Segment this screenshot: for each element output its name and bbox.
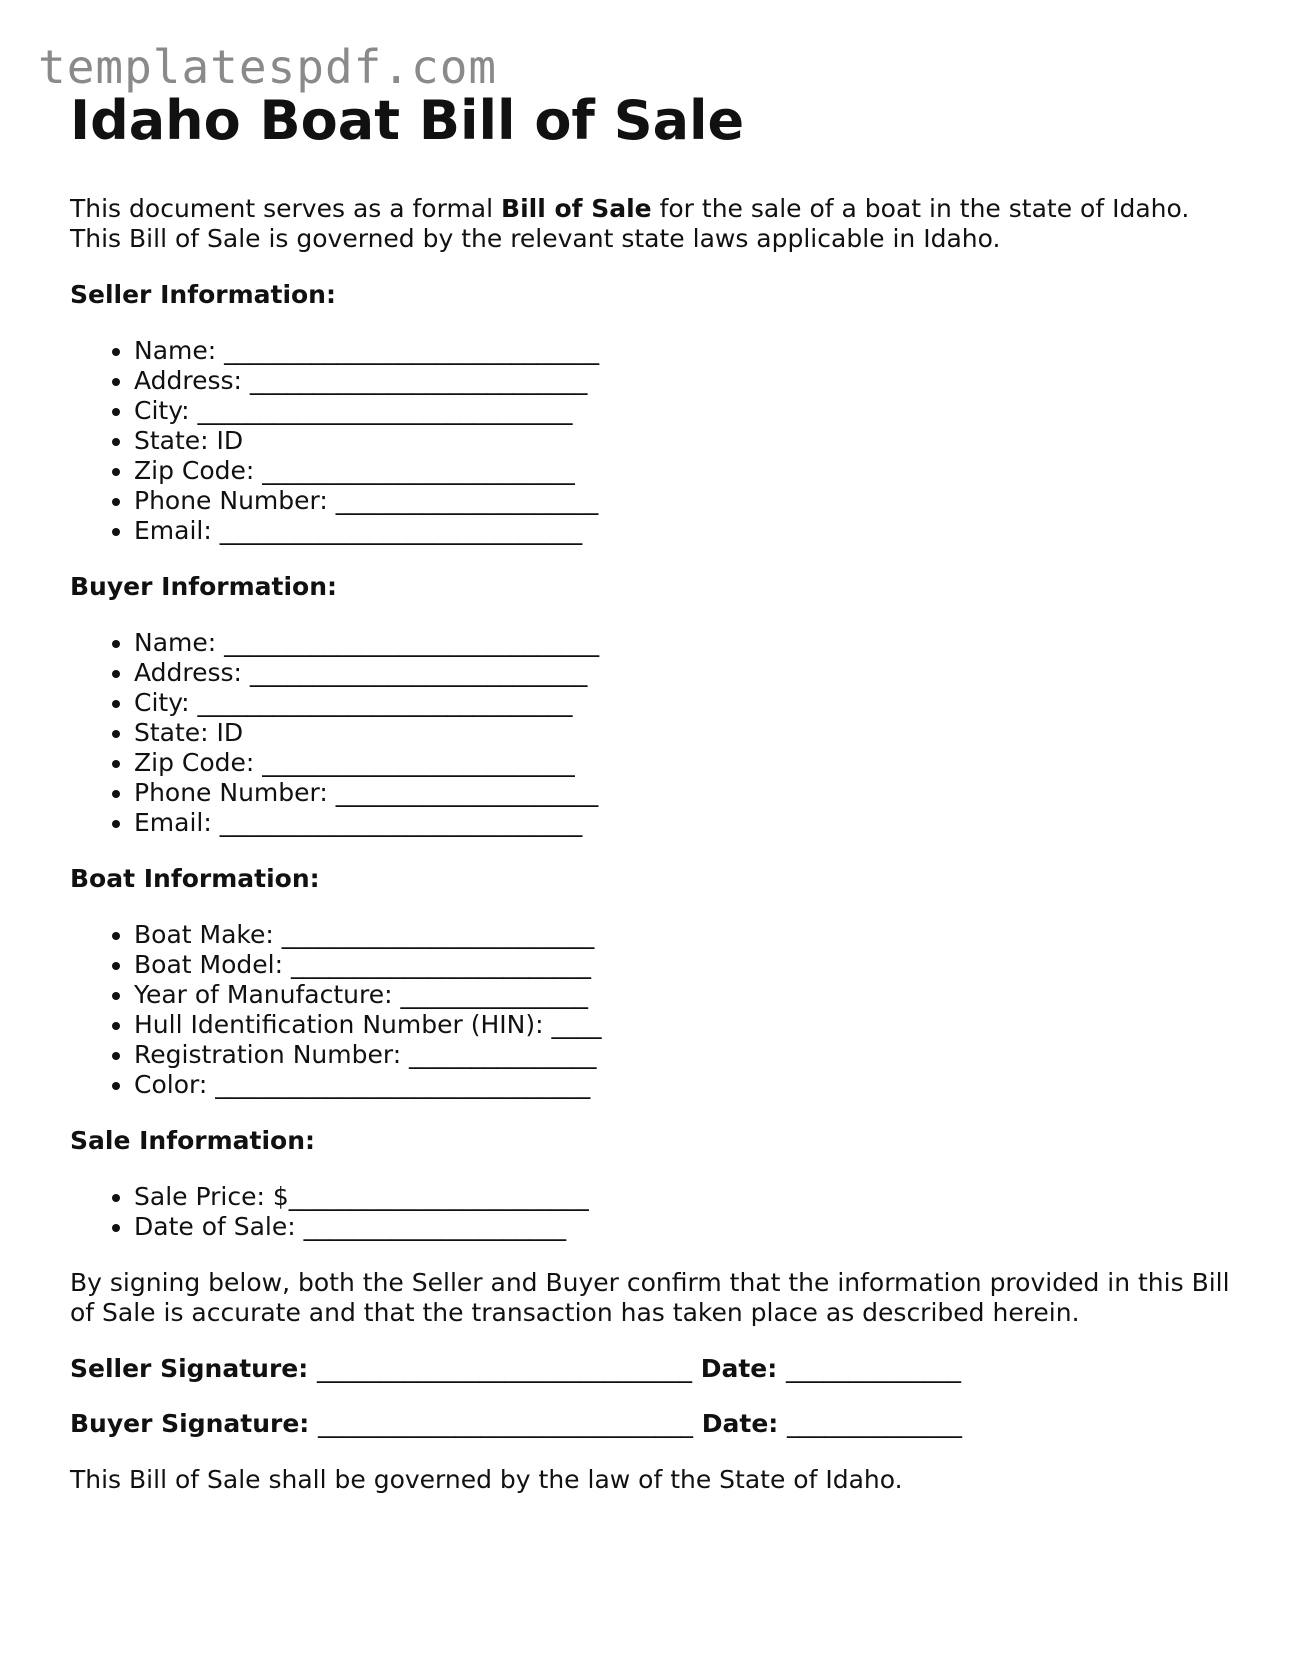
seller-list	[70, 336, 1230, 546]
boat-list	[70, 920, 1230, 1100]
buyer-date-label: Date:	[701, 1409, 779, 1438]
seller-name-field[interactable]: • Name: ______________________________	[134, 336, 1230, 366]
buyer-signature-line	[70, 1409, 1230, 1439]
intro-post: for the sale of a boat in the state of Idaho. This Bill of Sale is governed by the relevant state laws applicable in Idaho.	[70, 194, 1190, 253]
sale-list	[70, 1182, 1230, 1242]
boat-color-field[interactable]: • Color: ______________________________	[134, 1070, 1230, 1100]
boat-heading: Boat Information:	[70, 864, 320, 893]
intro-bold: Bill of Sale	[501, 194, 652, 223]
seller-heading: Seller Information:	[70, 280, 336, 309]
intro-paragraph	[70, 194, 1230, 254]
boat-registration-field[interactable]: • Registration Number: _______________	[134, 1040, 1230, 1070]
seller-address-field[interactable]: • Address: ___________________________	[134, 366, 1230, 396]
buyer-signature-field[interactable]: ______________________________	[318, 1409, 694, 1438]
buyer-list	[70, 628, 1230, 838]
seller-date-label: Date:	[700, 1354, 778, 1383]
seller-zip-field[interactable]: • Zip Code: _________________________	[134, 456, 1230, 486]
seller-date-field[interactable]: ______________	[785, 1354, 961, 1383]
buyer-name-field[interactable]: • Name: ______________________________	[134, 628, 1230, 658]
buyer-city-field[interactable]: • City: ______________________________	[134, 688, 1230, 718]
sale-price-field[interactable]: • Sale Price: $________________________	[134, 1182, 1230, 1212]
buyer-email-field[interactable]: • Email: _____________________________	[134, 808, 1230, 838]
document	[70, 86, 1230, 1495]
page-title: Idaho Boat Bill of Sale	[70, 89, 745, 152]
seller-email-field[interactable]: • Email: _____________________________	[134, 516, 1230, 546]
seller-signature-field[interactable]: ______________________________	[316, 1354, 692, 1383]
seller-signature-label: Seller Signature:	[70, 1354, 309, 1383]
governing-law-footer: This Bill of Sale shall be governed by the law of the State of Idaho.	[70, 1465, 903, 1494]
sale-date-field[interactable]: • Date of Sale: _____________________	[134, 1212, 1230, 1242]
intro-pre: This document serves as a formal	[70, 194, 502, 223]
confirmation-paragraph: By signing below, both the Seller and Buyer confirm that the information provided in this Bill of Sale is accurate and that the transaction has taken place as described herein.	[70, 1268, 1230, 1327]
seller-state-field: • State: ID	[134, 426, 1230, 456]
buyer-phone-field[interactable]: • Phone Number: _____________________	[134, 778, 1230, 808]
boat-hin-field[interactable]: • Hull Identification Number (HIN): ____	[134, 1010, 1230, 1040]
buyer-signature-label: Buyer Signature:	[70, 1409, 310, 1438]
buyer-zip-field[interactable]: • Zip Code: _________________________	[134, 748, 1230, 778]
watermark: templatespdf.com	[38, 40, 498, 94]
sale-heading: Sale Information:	[70, 1126, 315, 1155]
boat-year-field[interactable]: • Year of Manufacture: _______________	[134, 980, 1230, 1010]
seller-phone-field[interactable]: • Phone Number: _____________________	[134, 486, 1230, 516]
buyer-state-field: • State: ID	[134, 718, 1230, 748]
seller-city-field[interactable]: • City: ______________________________	[134, 396, 1230, 426]
boat-make-field[interactable]: • Boat Make: _________________________	[134, 920, 1230, 950]
buyer-heading: Buyer Information:	[70, 572, 338, 601]
buyer-address-field[interactable]: • Address: ___________________________	[134, 658, 1230, 688]
boat-model-field[interactable]: • Boat Model: ________________________	[134, 950, 1230, 980]
seller-signature-line	[70, 1354, 1230, 1384]
buyer-date-field[interactable]: ______________	[787, 1409, 962, 1438]
